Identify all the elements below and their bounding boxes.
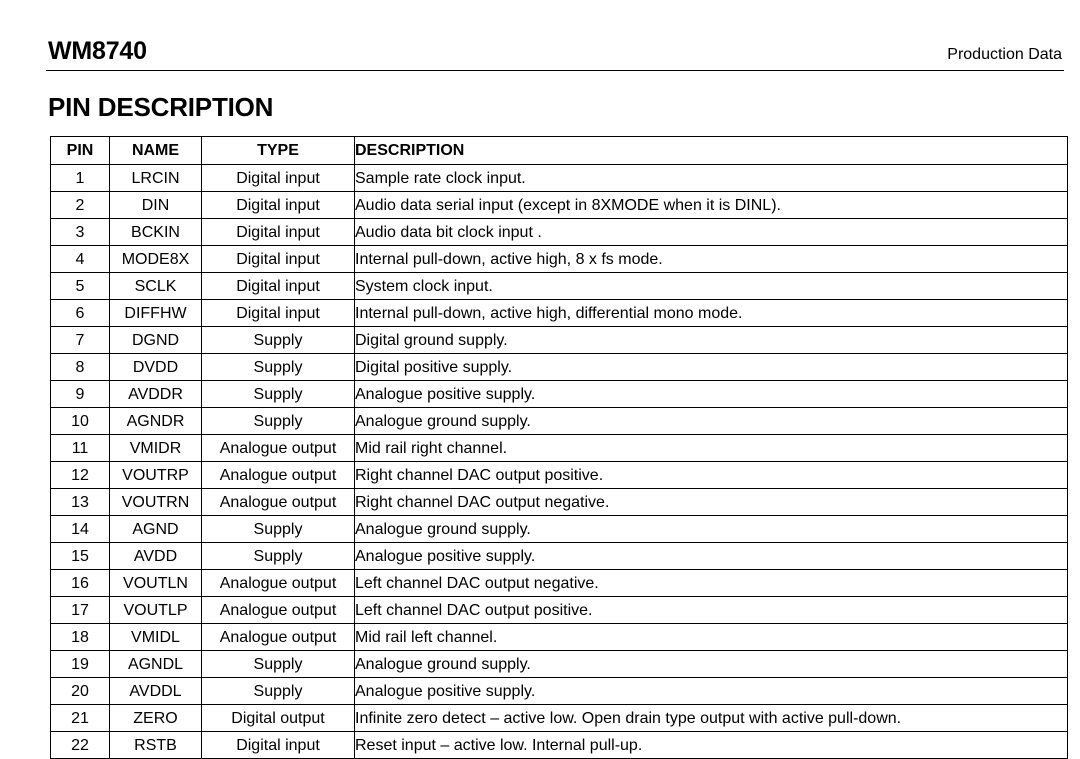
table-row	[51, 732, 1068, 759]
pin-type-cell: Analogue output	[202, 435, 355, 462]
section-title: PIN DESCRIPTION	[48, 92, 274, 122]
pin-number-cell: 19	[51, 651, 110, 678]
pin-number-cell: 2	[51, 192, 110, 219]
pin-name-cell: AGNDL	[110, 651, 202, 678]
pin-description-cell: Analogue positive supply.	[355, 543, 1068, 570]
table-row	[51, 327, 1068, 354]
pin-name-cell: DIFFHW	[110, 300, 202, 327]
table-row	[51, 516, 1068, 543]
pin-description-cell: Left channel DAC output negative.	[355, 570, 1068, 597]
table-row	[51, 246, 1068, 273]
pin-name-cell: BCKIN	[110, 219, 202, 246]
table-row	[51, 273, 1068, 300]
table-row	[51, 165, 1068, 192]
table-row	[51, 597, 1068, 624]
pin-name-cell: DIN	[110, 192, 202, 219]
pin-name-cell: AGNDR	[110, 408, 202, 435]
pin-type-cell: Analogue output	[202, 489, 355, 516]
pin-description-cell: Analogue ground supply.	[355, 651, 1068, 678]
table-row	[51, 543, 1068, 570]
pin-description-cell: Right channel DAC output negative.	[355, 489, 1068, 516]
pin-number-cell: 18	[51, 624, 110, 651]
pin-name-cell: AVDDL	[110, 678, 202, 705]
pin-description-cell: Left channel DAC output positive.	[355, 597, 1068, 624]
pin-type-cell: Digital input	[202, 732, 355, 759]
table-body	[51, 165, 1068, 759]
pin-description-cell: Mid rail left channel.	[355, 624, 1068, 651]
pin-description-cell: Internal pull-down, active high, differential mono mode.	[355, 300, 1068, 327]
pin-description-cell: Digital ground supply.	[355, 327, 1068, 354]
pin-number-cell: 15	[51, 543, 110, 570]
column-header-pin: PIN	[51, 137, 110, 165]
table-header-row	[51, 137, 1068, 165]
table-row	[51, 381, 1068, 408]
pin-name-cell: VOUTRN	[110, 489, 202, 516]
pin-description-cell: Infinite zero detect – active low. Open drain type output with active pull-down.	[355, 705, 1068, 732]
pin-number-cell: 12	[51, 462, 110, 489]
pin-description-cell: Audio data bit clock input .	[355, 219, 1068, 246]
pin-name-cell: RSTB	[110, 732, 202, 759]
pin-name-cell: DGND	[110, 327, 202, 354]
pin-number-cell: 5	[51, 273, 110, 300]
pin-number-cell: 1	[51, 165, 110, 192]
pin-number-cell: 8	[51, 354, 110, 381]
table-row	[51, 300, 1068, 327]
pin-description-cell: Audio data serial input (except in 8XMODE when it is DINL).	[355, 192, 1068, 219]
pin-name-cell: AGND	[110, 516, 202, 543]
pin-type-cell: Digital input	[202, 246, 355, 273]
page-header	[46, 36, 1064, 71]
pin-type-cell: Supply	[202, 381, 355, 408]
table-row	[51, 435, 1068, 462]
pin-number-cell: 11	[51, 435, 110, 462]
pin-description-cell: Mid rail right channel.	[355, 435, 1068, 462]
pin-description-cell: Analogue positive supply.	[355, 678, 1068, 705]
pin-description-cell: Digital positive supply.	[355, 354, 1068, 381]
table-row	[51, 651, 1068, 678]
pin-description-cell: Analogue positive supply.	[355, 381, 1068, 408]
table-row	[51, 624, 1068, 651]
pin-number-cell: 21	[51, 705, 110, 732]
pin-type-cell: Supply	[202, 516, 355, 543]
pin-type-cell: Analogue output	[202, 597, 355, 624]
pin-number-cell: 14	[51, 516, 110, 543]
pin-number-cell: 16	[51, 570, 110, 597]
pin-name-cell: LRCIN	[110, 165, 202, 192]
pin-type-cell: Supply	[202, 327, 355, 354]
pin-number-cell: 13	[51, 489, 110, 516]
pin-type-cell: Digital input	[202, 219, 355, 246]
pin-number-cell: 7	[51, 327, 110, 354]
pin-number-cell: 9	[51, 381, 110, 408]
table-row	[51, 219, 1068, 246]
table-row	[51, 192, 1068, 219]
pin-name-cell: AVDDR	[110, 381, 202, 408]
pin-number-cell: 6	[51, 300, 110, 327]
pin-type-cell: Analogue output	[202, 462, 355, 489]
pin-description-cell: Internal pull-down, active high, 8 x fs mode.	[355, 246, 1068, 273]
pin-type-cell: Digital input	[202, 165, 355, 192]
pin-description-table	[50, 136, 1068, 759]
pin-type-cell: Supply	[202, 678, 355, 705]
pin-number-cell: 10	[51, 408, 110, 435]
pin-name-cell: VMIDL	[110, 624, 202, 651]
pin-description-cell: System clock input.	[355, 273, 1068, 300]
pin-name-cell: AVDD	[110, 543, 202, 570]
pin-type-cell: Supply	[202, 543, 355, 570]
pin-type-cell: Supply	[202, 354, 355, 381]
pin-number-cell: 20	[51, 678, 110, 705]
column-header-type: TYPE	[202, 137, 355, 165]
pin-type-cell: Digital input	[202, 300, 355, 327]
pin-name-cell: SCLK	[110, 273, 202, 300]
pin-type-cell: Supply	[202, 408, 355, 435]
table-row	[51, 462, 1068, 489]
pin-type-cell: Supply	[202, 651, 355, 678]
table-row	[51, 354, 1068, 381]
pin-type-cell: Digital input	[202, 273, 355, 300]
table-row	[51, 570, 1068, 597]
pin-description-cell: Sample rate clock input.	[355, 165, 1068, 192]
pin-description-cell: Reset input – active low. Internal pull-up.	[355, 732, 1068, 759]
pin-type-cell: Analogue output	[202, 624, 355, 651]
pin-type-cell: Digital output	[202, 705, 355, 732]
pin-name-cell: DVDD	[110, 354, 202, 381]
pin-name-cell: VOUTLP	[110, 597, 202, 624]
table-row	[51, 408, 1068, 435]
table-row	[51, 678, 1068, 705]
part-number: WM8740	[48, 37, 147, 65]
pin-number-cell: 4	[51, 246, 110, 273]
pin-number-cell: 22	[51, 732, 110, 759]
pin-type-cell: Digital input	[202, 192, 355, 219]
pin-name-cell: VOUTLN	[110, 570, 202, 597]
pin-name-cell: ZERO	[110, 705, 202, 732]
table-row	[51, 705, 1068, 732]
table-row	[51, 489, 1068, 516]
pin-name-cell: VOUTRP	[110, 462, 202, 489]
column-header-description: DESCRIPTION	[355, 137, 1068, 165]
column-header-name: NAME	[110, 137, 202, 165]
pin-number-cell: 17	[51, 597, 110, 624]
pin-name-cell: MODE8X	[110, 246, 202, 273]
document-status: Production Data	[947, 46, 1062, 63]
pin-name-cell: VMIDR	[110, 435, 202, 462]
pin-description-cell: Analogue ground supply.	[355, 408, 1068, 435]
pin-description-cell: Right channel DAC output positive.	[355, 462, 1068, 489]
pin-type-cell: Analogue output	[202, 570, 355, 597]
pin-number-cell: 3	[51, 219, 110, 246]
pin-description-cell: Analogue ground supply.	[355, 516, 1068, 543]
